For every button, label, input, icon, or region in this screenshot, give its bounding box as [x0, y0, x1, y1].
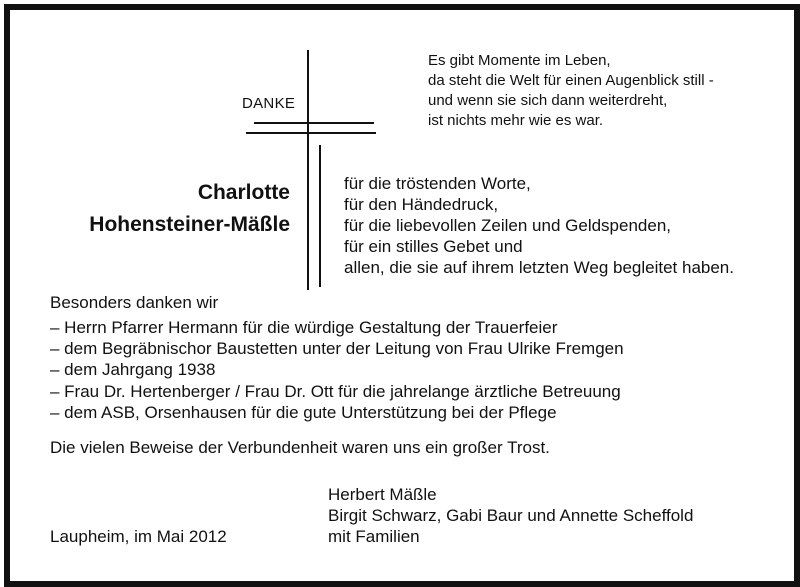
- thanks-line: für den Händedruck,: [344, 195, 499, 214]
- place-and-date: Laupheim, im Mai 2012: [50, 527, 227, 546]
- special-thanks-intro: Besonders danken wir: [50, 293, 219, 312]
- special-thanks-list: [50, 317, 624, 423]
- thanks-line: für die liebevollen Zeilen und Geldspenden,: [344, 216, 672, 235]
- special-thanks-item: – Frau Dr. Hertenberger / Frau Dr. Ott für die jahrelange ärztliche Betreuung: [50, 381, 621, 401]
- quote-line: da steht die Welt für einen Augenblick still -: [428, 72, 714, 89]
- cross-vertical-line-secondary: [319, 145, 321, 287]
- special-thanks-item: – Herrn Pfarrer Hermann für die würdige Gestaltung der Trauerfeier: [50, 318, 558, 337]
- signer-line: Birgit Schwarz, Gabi Baur und Annette Scheffold: [328, 506, 694, 525]
- cross-horizontal-line: [254, 122, 374, 124]
- cross-horizontal-line-secondary: [246, 132, 376, 134]
- deceased-name: [89, 177, 290, 241]
- signer-line: mit Familien: [328, 527, 420, 546]
- signer-line: Herbert Mäßle: [328, 485, 437, 504]
- cross-vertical-line: [307, 50, 309, 290]
- special-thanks-item: – dem Jahrgang 1938: [50, 360, 216, 380]
- signers-block: [328, 484, 693, 547]
- quote-block: [428, 51, 714, 131]
- special-thanks-item: – dem Begräbnischor Baustetten unter der Leitung von Frau Ulrike Fremgen: [50, 339, 624, 359]
- deceased-first-name: Charlotte: [197, 181, 290, 204]
- thanks-line: allen, die sie auf ihrem letzten Weg begleitet haben.: [344, 258, 734, 277]
- notice-content: [10, 10, 794, 581]
- quote-line: und wenn sie sich dann weiterdreht,: [428, 92, 668, 109]
- thanks-block: [344, 173, 734, 278]
- thanks-line: für ein stilles Gebet und: [344, 237, 523, 256]
- special-thanks-item: – dem ASB, Orsenhausen für die gute Unterstützung bei der Pflege: [50, 402, 557, 422]
- deceased-last-name: Hohensteiner-Mäßle: [89, 213, 290, 236]
- notice-frame: [4, 4, 800, 587]
- danke-heading: DANKE: [242, 95, 296, 112]
- quote-line: ist nichts mehr wie es war.: [428, 112, 604, 129]
- closing-sentence: Die vielen Beweise der Verbundenheit waren uns ein großer Trost.: [50, 438, 550, 457]
- quote-line: Es gibt Momente im Leben,: [428, 52, 611, 69]
- thanks-line: für die tröstenden Worte,: [344, 174, 531, 193]
